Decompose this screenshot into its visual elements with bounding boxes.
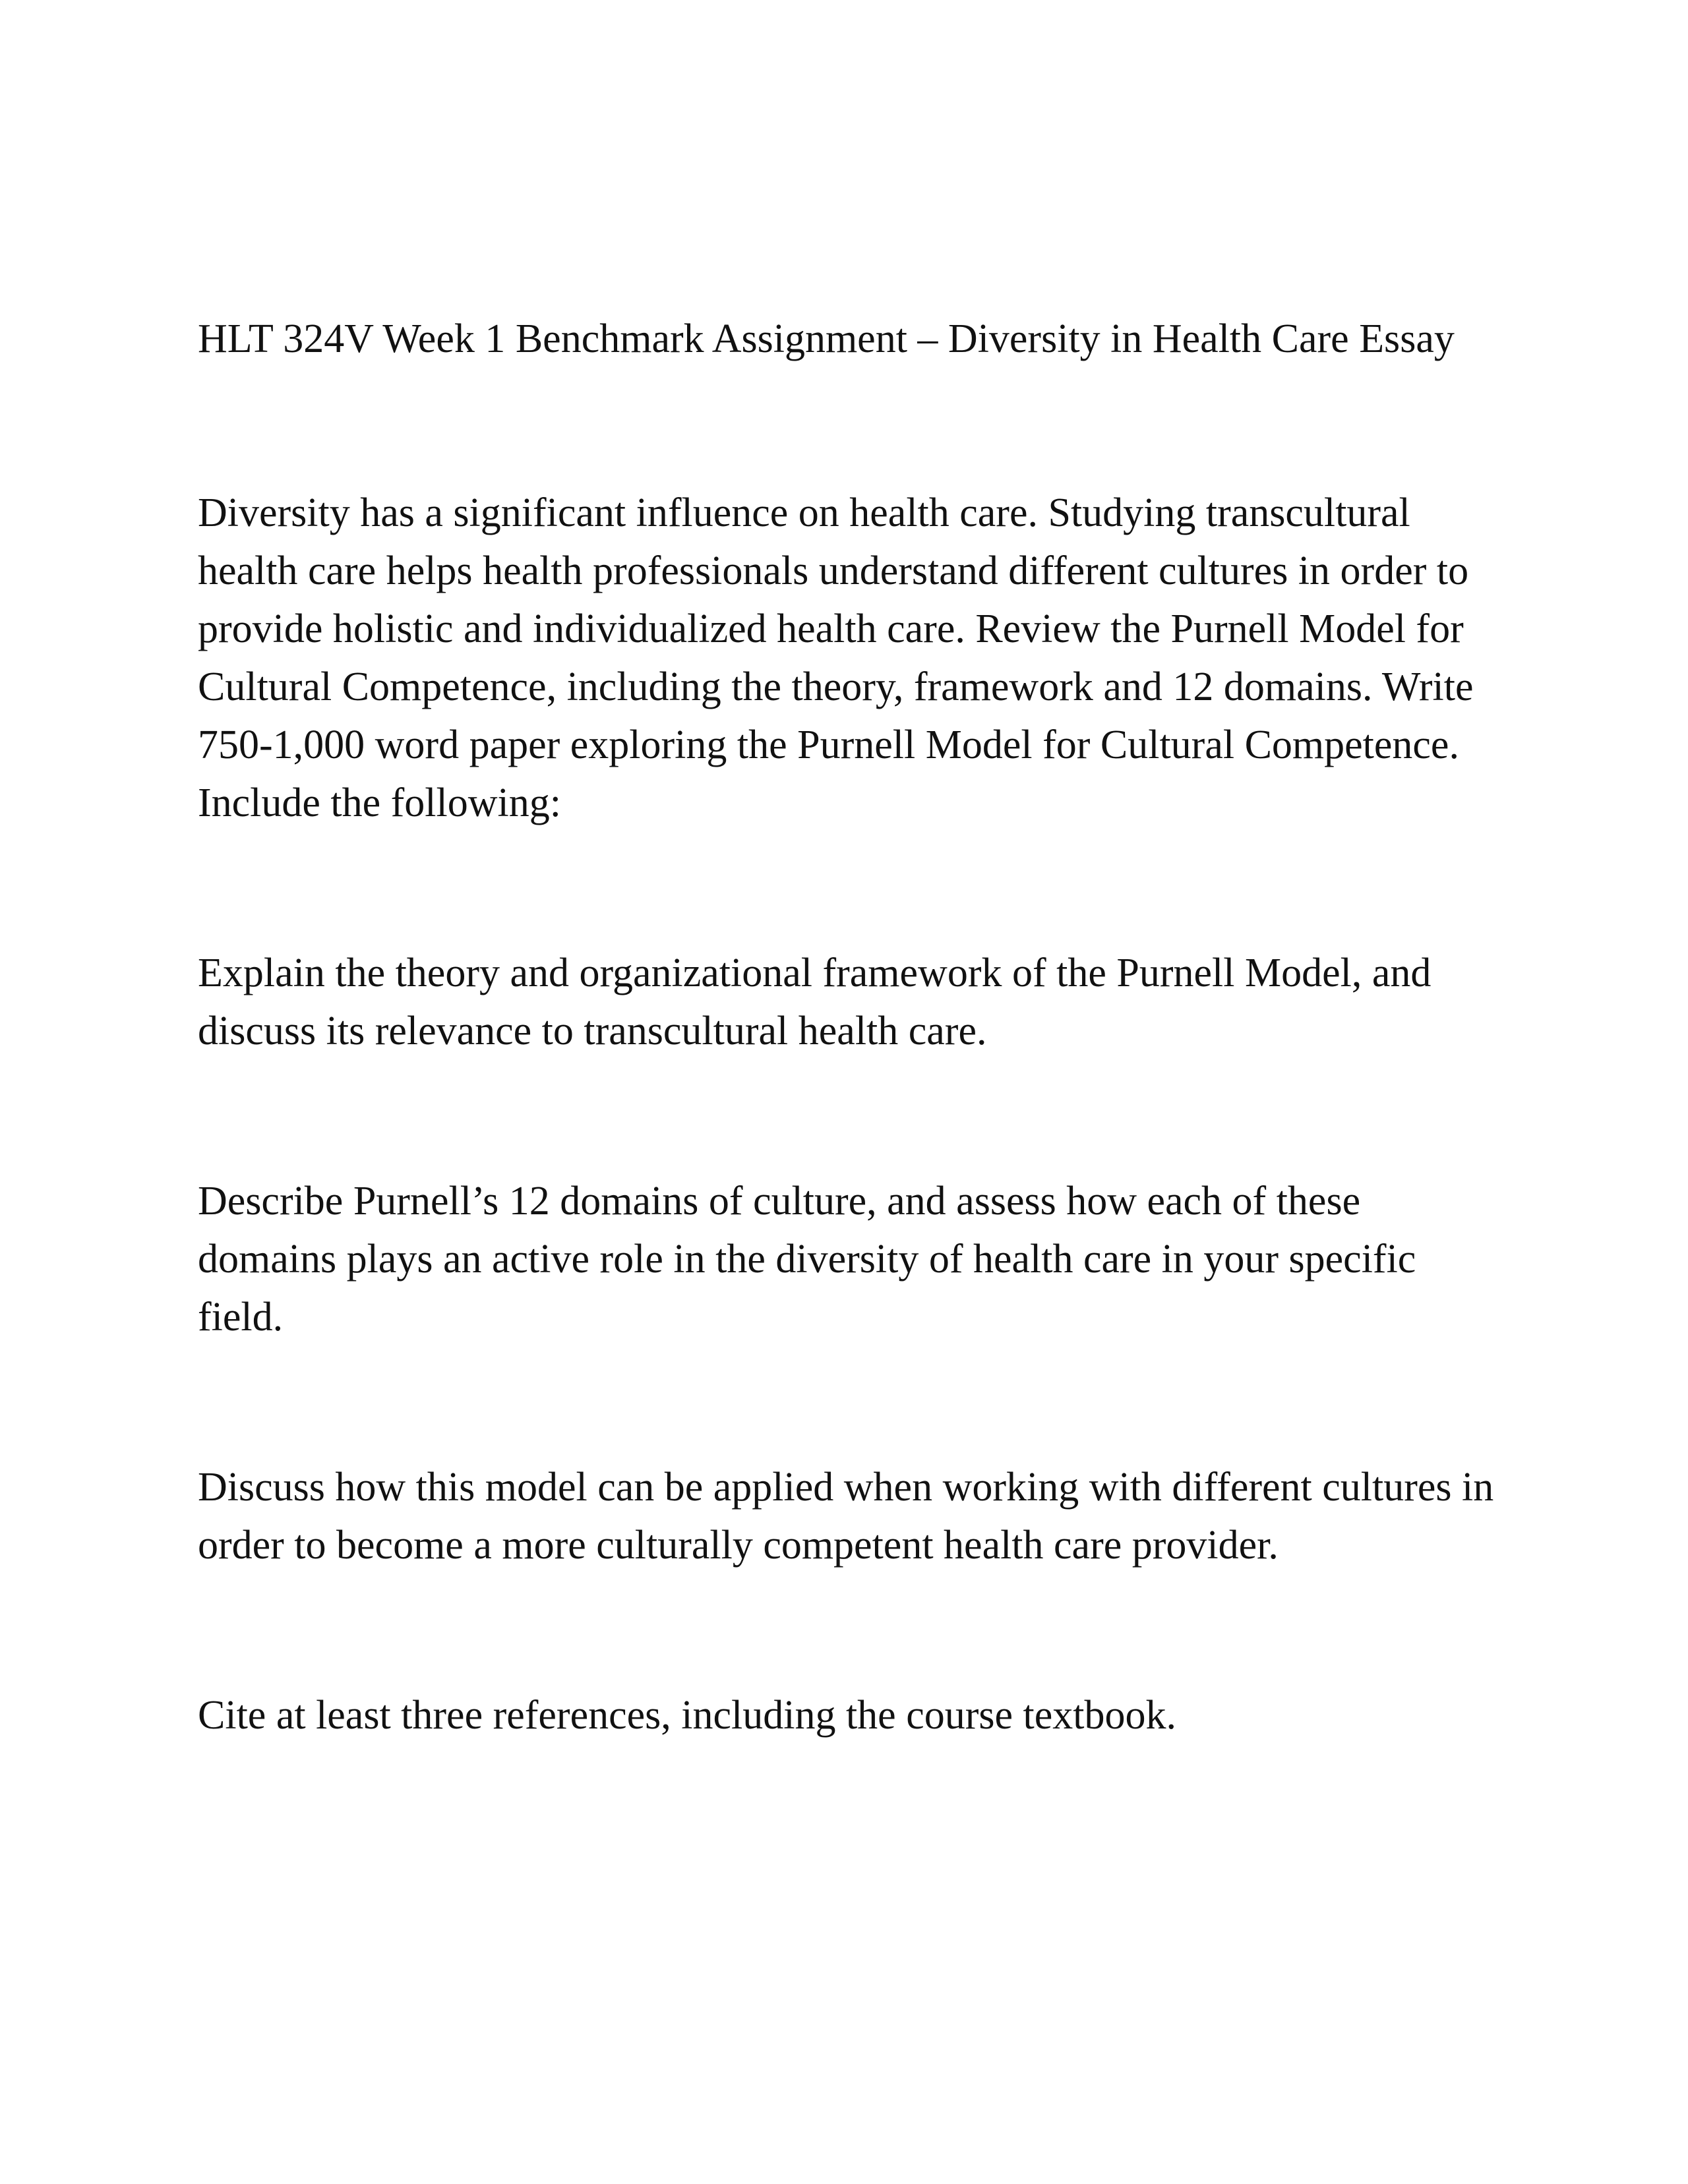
requirement-references: Cite at least three references, including the course textbook. (198, 1693, 1176, 1738)
requirement-theory: Explain the theory and organizational framework of the Purnell Model, and discuss its relevance to transcultural health care. (198, 951, 1432, 1053)
requirement-domains: Describe Purnell’s 12 domains of culture, and assess how each of these domains plays an active role in the diversity of health care in your specific field. (198, 1179, 1416, 1340)
requirement-application: Discuss how this model can be applied when working with different cultures in order to become a more culturally competent health care provider. (198, 1465, 1494, 1568)
document-body (198, 310, 1503, 1744)
document-title: HLT 324V Week 1 Benchmark Assignment – Diversity in Health Care Essay (198, 316, 1455, 361)
intro-paragraph: Diversity has a significant influence on health care. Studying transcultural health care helps health professionals understand different cultures in order to provide holistic and individualized health care. Review the Purnell Model for Cultural Competence, including the theory, framework and 12 domains. Write 750-1,000 word paper exploring the Purnell Model for Cultural Competence. Include the following: (198, 490, 1474, 825)
